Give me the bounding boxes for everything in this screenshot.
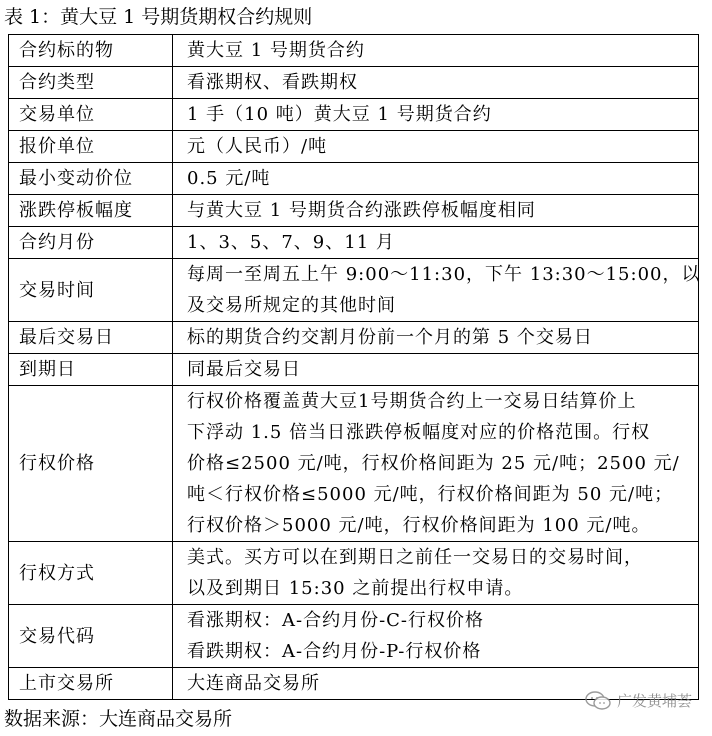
row-value	[173, 322, 699, 354]
row-value-line: 看涨期权、看跌期权	[187, 72, 358, 93]
table-row	[9, 67, 699, 99]
row-label: 到期日	[9, 354, 173, 386]
row-value-line: 黄大豆 1 号期货合约	[187, 40, 365, 61]
row-value	[173, 354, 699, 386]
row-value-line: 吨＜行权价格≤5000 元/吨，行权价格间距为 50 元/吨；	[187, 484, 674, 505]
row-label: 合约标的物	[9, 35, 173, 67]
row-label: 最小变动价位	[9, 163, 173, 195]
row-value-line: 以及到期日 15:30 之前提出行权申请。	[187, 578, 524, 599]
wechat-icon	[585, 691, 611, 711]
table-row	[9, 322, 699, 354]
row-value-line: 元（人民币）/吨	[187, 136, 328, 157]
row-value-line: 行权价格覆盖黄大豆1号期货合约上一交易日结算价上	[187, 391, 637, 412]
table-row	[9, 227, 699, 259]
table-row	[9, 386, 699, 542]
row-value-line: 1 手（10 吨）黄大豆 1 号期货合约	[187, 104, 492, 125]
row-value-line: 美式。买方可以在到期日之前任一交易日的交易时间，	[187, 547, 643, 568]
row-value-line: 每周一至周五上午 9:00～11:30，下午 13:30～15:00，以	[187, 264, 701, 285]
table-row	[9, 131, 699, 163]
row-value	[173, 163, 699, 195]
table-row	[9, 163, 699, 195]
row-value-line: 同最后交易日	[187, 359, 301, 380]
row-value-line: 大连商品交易所	[187, 673, 320, 694]
table-row	[9, 354, 699, 386]
table-row	[9, 605, 699, 668]
row-label: 最后交易日	[9, 322, 173, 354]
row-label: 交易单位	[9, 99, 173, 131]
row-value-line: 0.5 元/吨	[187, 168, 271, 189]
table-row	[9, 99, 699, 131]
row-value-line: 看跌期权：A-合约月份-P-行权价格	[187, 641, 482, 662]
table-row	[9, 542, 699, 605]
row-label: 涨跌停板幅度	[9, 195, 173, 227]
table-row	[9, 195, 699, 227]
row-value	[173, 99, 699, 131]
row-value-line: 价格≤2500 元/吨，行权价格间距为 25 元/吨；2500 元/	[187, 453, 680, 474]
row-value-line: 下浮动 1.5 倍当日涨跌停板幅度对应的价格范围。行权	[187, 422, 651, 443]
watermark-text: 广发黄埔荟	[616, 692, 692, 710]
row-value	[173, 35, 699, 67]
row-label: 行权方式	[9, 542, 173, 605]
table-body	[9, 35, 699, 700]
row-value	[173, 195, 699, 227]
row-value	[173, 67, 699, 99]
table-row	[9, 35, 699, 67]
row-value-line: 与黄大豆 1 号期货合约涨跌停板幅度相同	[187, 200, 536, 221]
row-value	[173, 605, 699, 668]
row-label: 报价单位	[9, 131, 173, 163]
row-value	[173, 542, 699, 605]
table-row	[9, 259, 699, 322]
table-caption: 表 1：黄大豆 1 号期货期权合约规则	[4, 6, 313, 28]
contract-rules-table	[8, 34, 699, 700]
row-value-line: 1、3、5、7、9、11 月	[187, 232, 395, 253]
row-value	[173, 386, 699, 542]
row-label: 交易时间	[9, 259, 173, 322]
row-value	[173, 131, 699, 163]
row-value-line: 行权价格＞5000 元/吨，行权价格间距为 100 元/吨。	[187, 515, 651, 536]
row-value-line: 看涨期权：A-合约月份-C-行权价格	[187, 610, 485, 631]
row-label: 交易代码	[9, 605, 173, 668]
row-value	[173, 227, 699, 259]
row-label: 合约月份	[9, 227, 173, 259]
watermark	[585, 690, 692, 711]
row-value	[173, 259, 699, 322]
row-label: 上市交易所	[9, 668, 173, 700]
row-label: 行权价格	[9, 386, 173, 542]
source-note: 数据来源：大连商品交易所	[4, 708, 233, 730]
row-label: 合约类型	[9, 67, 173, 99]
row-value-line: 标的期货合约交割月份前一个月的第 5 个交易日	[187, 327, 593, 348]
row-value-line: 及交易所规定的其他时间	[187, 295, 396, 316]
